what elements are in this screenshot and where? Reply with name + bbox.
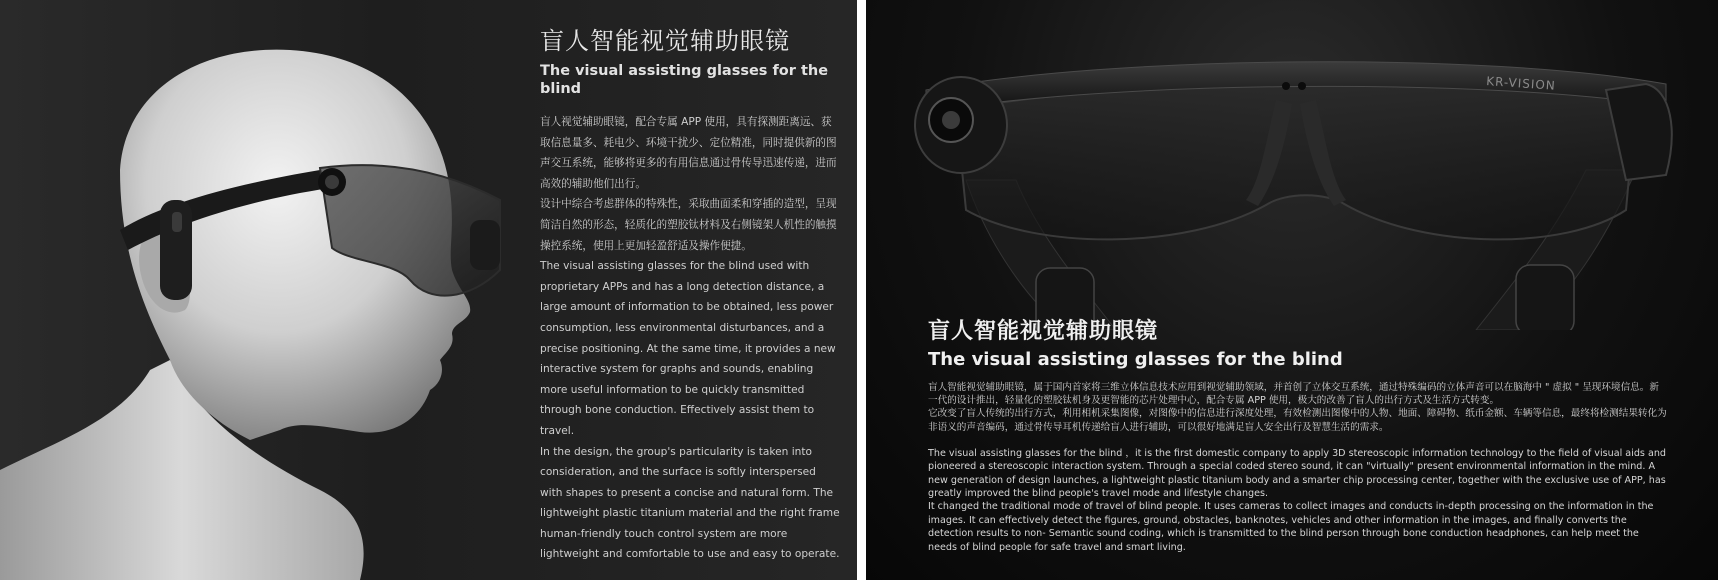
left-text-block [540,26,840,565]
left-body-en-1: The visual assisting glasses for the blind used with proprietary APPs and has a long detection distance, a large amount of information to be obtained, less power consumption, less environmental disturbances, and a precise positioning. At the same time, it provides a new interactive system for graphs and sounds, enabling more useful information to be quickly transmitted through bone conduction. Effectively assist them to travel. [540,260,836,437]
right-text-block [928,318,1668,554]
right-title-cn: 盲人智能视觉辅助眼镜 [928,319,1159,344]
brand-logo-text: KR-VISION [1485,74,1557,93]
right-body-cn [928,381,1668,434]
left-body [540,112,840,565]
left-body-en-2: In the design, the group's particularity is taken into consideration, and the surface is softly interspersed with shapes to present a concise and natural form. The lightweight plastic titanium material and the right frame human-friendly touch control system are more lightweight and comfortable to use and easy to operate. [540,445,840,561]
right-body-cn-1: 盲人智能视觉辅助眼镜，属于国内首家将三维立体信息技术应用到视觉辅助领域，并首创了立体交互系统，通过特殊编码的立体声音可以在脑海中 " 虚拟 " 呈现环境信息。新一代的设计推出，轻量化的塑胶钛机身及更智能的芯片处理中心，配合专属 APP 使用，极大的改善了盲人的出行方式及生活方式转变。 [928,382,1659,407]
left-title-cn: 盲人智能视觉辅助眼镜 [540,27,790,55]
glasses-product-render [866,0,1718,330]
right-body-cn-2: 它改变了盲人传统的出行方式，利用相机采集图像，对图像中的信息进行深度处理，有效检测出图像中的人物、地面、障碍物、纸币金额、车辆等信息，最终将检测结果转化为非语义的声音编码，通过骨传导耳机传递给盲人进行辅助，可以很好地满足盲人安全出行及智慧生活的需求。 [928,408,1667,433]
left-title-en: The visual assisting glasses for the blind [540,63,829,97]
left-body-cn-2: 设计中综合考虑群体的特殊性，采取曲面柔和穿插的造型，呈现简洁自然的形态，轻质化的塑胶钛材料及右侧镜架人机性的触摸操控系统，使用上更加轻盈舒适及操作便捷。 [540,198,837,252]
right-title-en: The visual assisting glasses for the blind [928,349,1343,370]
right-panel [866,0,1718,580]
left-body-cn-1: 盲人视觉辅助眼镜，配合专属 APP 使用，具有探测距离远、获取信息量多、耗电少、环境干扰少、定位精准，同时提供新的图声交互系统，能够将更多的有用信息通过骨传导迅速传递，进而高效的辅助他们出行。 [540,116,837,190]
right-body-en-2: It changed the traditional mode of travel of blind people. It uses cameras to collect images and conducts in-depth processing on the information in the images. It can effectively detect the figures, ground, obstacles, banknotes, vehicles and other information in the images, and finally converts the detection results to non- Semantic sound coding, which is transmitted to the blind person through bone conduction headphones, can help meet the needs of blind people for safe travel and smart living. [928,501,1654,553]
right-body-en-1: The visual assisting glasses for the blind ，it is the first domestic company to apply 3D stereoscopic information technology to the field of visual aids and pioneered a stereoscopic interaction system. Through a special coded stereo sound, it can "virtually" present environmental information in the mind. A new generation of design launches, a lightweight plastic titanium body and a smarter chip processing center, together with the exclusive use of APP, has greatly improved the blind people's travel mode and lifestyle changes. [928,447,1667,500]
left-panel [0,0,857,580]
right-body-en [928,447,1668,554]
head-with-glasses-render [0,0,540,580]
